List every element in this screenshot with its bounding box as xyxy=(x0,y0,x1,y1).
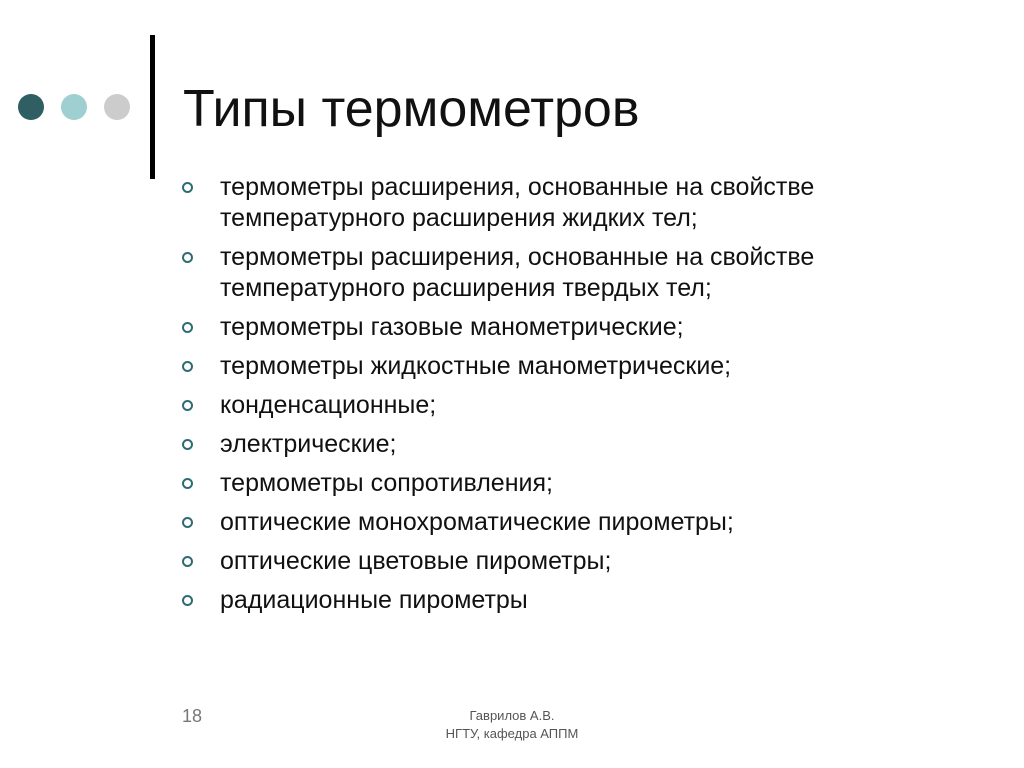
footer-author: Гаврилов А.В. xyxy=(469,708,555,723)
page-number: 18 xyxy=(182,706,203,726)
title-divider xyxy=(150,35,155,179)
bullet-icon xyxy=(182,517,193,528)
list-item-text: оптические цветовые пирометры; xyxy=(220,547,612,575)
list-item-text: термометры газовые манометрические; xyxy=(220,313,684,341)
list-item xyxy=(182,585,982,616)
list-item xyxy=(182,312,982,343)
footer xyxy=(412,707,612,743)
slide-title: Типы термометров xyxy=(183,80,640,138)
dot-teal-icon xyxy=(61,94,87,120)
bullet-icon xyxy=(182,478,193,489)
list-item xyxy=(182,429,982,460)
dot-gray-icon xyxy=(104,94,130,120)
list-item xyxy=(182,390,982,421)
dot-dark-icon xyxy=(18,94,44,120)
bullet-icon xyxy=(182,400,193,411)
list-item-text: электрические; xyxy=(220,430,397,458)
bullet-icon xyxy=(182,182,193,193)
list-item xyxy=(182,242,982,304)
bullet-icon xyxy=(182,439,193,450)
bullet-icon xyxy=(182,595,193,606)
footer-department: НГТУ, кафедра АППМ xyxy=(445,726,579,741)
bullet-icon xyxy=(182,556,193,567)
list-item-text: конденсационные; xyxy=(220,391,437,419)
list-item-text: термометры расширения, основанные на свойстве температурного расширения твердых тел; xyxy=(220,243,815,302)
list-item-text: термометры сопротивления; xyxy=(220,469,553,497)
list-item-text: оптические монохроматические пирометры; xyxy=(220,508,734,536)
list-item-text: термометры жидкостные манометрические; xyxy=(220,352,732,380)
list-item xyxy=(182,351,982,382)
list-item-text: радиационные пирометры xyxy=(220,586,528,614)
bullet-icon xyxy=(182,361,193,372)
list-item xyxy=(182,468,982,499)
list-item xyxy=(182,546,982,577)
list-item xyxy=(182,172,982,234)
bullet-icon xyxy=(182,322,193,333)
bullet-icon xyxy=(182,252,193,263)
decorative-dots xyxy=(18,94,138,122)
bullet-list xyxy=(182,172,982,624)
list-item xyxy=(182,507,982,538)
list-item-text: термометры расширения, основанные на свойстве температурного расширения жидких тел; xyxy=(220,173,815,232)
